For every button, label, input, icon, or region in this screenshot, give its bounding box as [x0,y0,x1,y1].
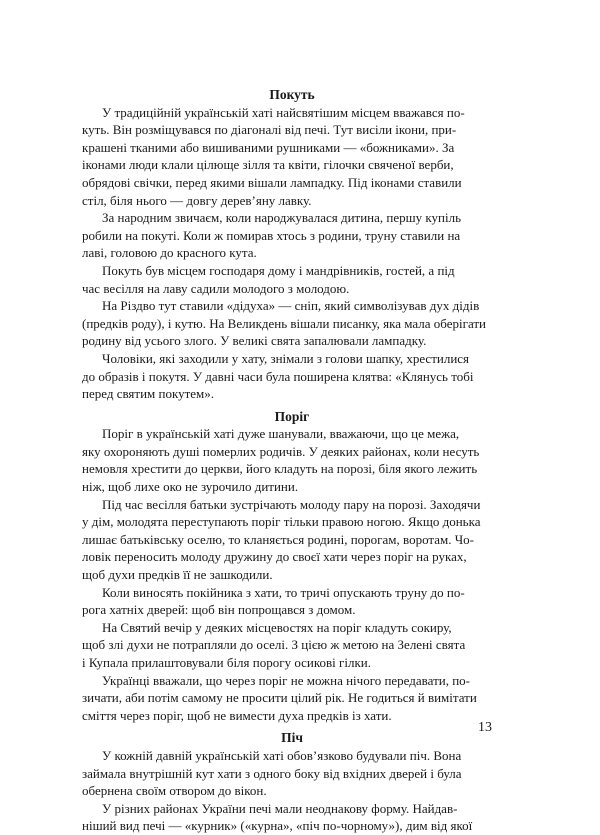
paragraph: Покуть був місцем господаря дому і мандрівників, гостей, а під час весілля на лаву садили молодого з молодою. [82,262,455,296]
paragraph: Чоловіки, які заходили у хату, знімали з голови шапку, хрестилися до образів і покутя. У давні часи була поширена клятва: «Клянусь тобі перед святим покутем». [82,350,474,402]
paragraph: За народним звичаєм, коли народжувалася дитина, першу купіль робили на покуті. Коли ж помирав хтось з родини, труну ставили на лаві, головою до красного кута. [82,210,462,261]
page-number: 13 [478,720,492,735]
page-text [82,86,502,835]
section-heading: Покуть [269,87,315,102]
section-heading: Поріг [274,408,310,424]
section-heading: Піч [281,730,303,746]
paragraph: У традиційній українській хаті найсвятішим місцем вважався по- куть. Він розміщувався по діагоналі від печі. Тут висіли ікони, при- крашені тканими або вишиваними рушниками — «божниками». За іконами люди клали цілюще зілля та квіти, гілочки свяченої верби, обрядові свічки, перед якими вішали лампадку. Під іконами ставили стіл, біля нього — довгу дерев’яну лавку. [82,104,465,208]
section-pokut [82,86,502,403]
paragraph: У кожній давній українській хаті обов’язково будували піч. Вона займала внутрішній кут хати з одного боку від вхідних дверей і була обернена своїм отвором до вікон. [82,747,462,799]
paragraph: На Святий вечір у деяких місцевостях на поріг кладуть сокиру, щоб злі духи не потрапляли до оселі. З цією ж метою на Зелені свята і Купала прилаштовували біля порогу осикові гілки. [82,619,466,670]
paragraph: Українці вважали, що через поріг не можна нічого передавати, по- зичати, аби потім самому не просити цілий рік. Не годиться й вимітати сміття через поріг, щоб не вимести духа предків із хати. [82,672,477,723]
paragraph: Коли виносять покійника з хати, то тричі опускають труну до по- рога хатніх дверей: щоб він попрощався з домом. [82,584,465,618]
section-porih [82,408,502,725]
paragraph: Під час весілля батьки зустрічають молоду пару на порозі. Заходячи у дім, молодята переступають поріг тільки правою ногою. Якщо донька лишає батьківську оселю, то кланяється родині, порогам, воротам. Чо- ловік переносить молоду дружину до своєї хати через поріг на руках, щоб духи предків її не зашкодили. [82,496,481,583]
paragraph: У різних районах України печі мали неоднакову форму. Найдав- ніший вид печі — «курник» («курна», «піч по-чорному»), дим від якої [82,800,473,834]
paragraph: На Різдво тут ставили «дідуха» — сніп, який символізував дух дідів (предків роду), і кутю. На Великдень вішали писанку, яка мала оберігати родину від усього злого. У великі свята запалювали лампадку. [82,298,487,349]
section-pich [82,729,502,835]
paragraph: Поріг в українській хаті дуже шанували, вважаючи, що це межа, яку охороняють душі померлих родичів. У деяких районах, коли несуть немовля хрестити до церкви, його кладуть на порозі, біля якого лежить ніж, щоб лихе око не зурочило дитини. [82,426,480,495]
